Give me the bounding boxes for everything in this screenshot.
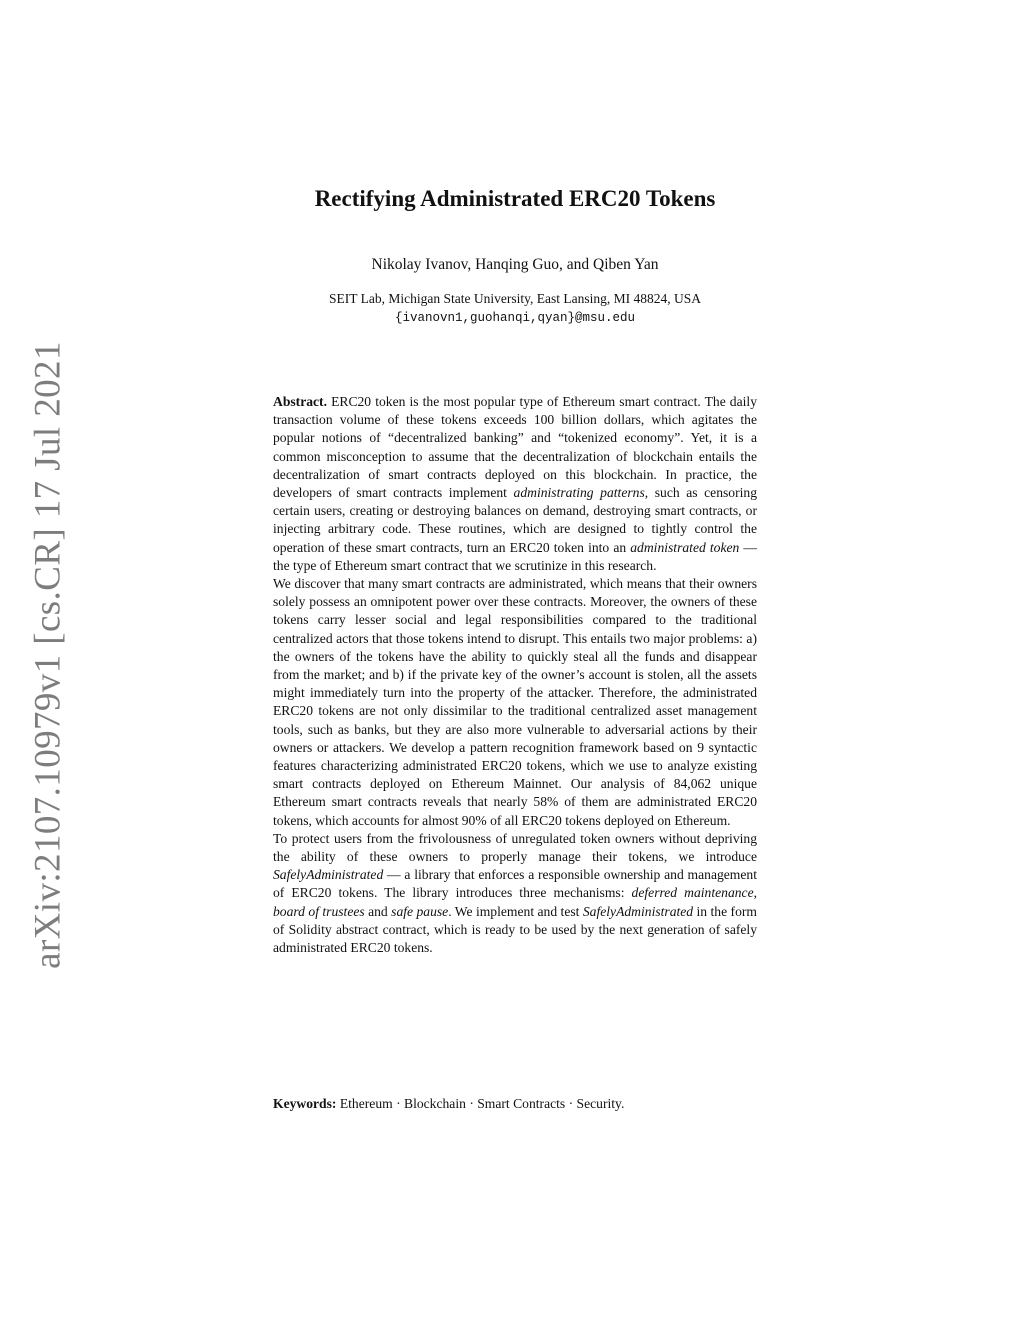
arxiv-identifier: arXiv:2107.10979v1 [cs.CR] 17 Jul 2021 [27, 341, 69, 969]
emphasis: administrated token [630, 539, 740, 555]
abstract-text: , such as censoring certain users, creating or destroying balances on demand, destroying smart contracts, or injecting arbitrary code. These routines, which are designed to tightly control the operation of these smart contracts, turn an ERC20 token into an [273, 485, 757, 555]
abstract-text: , [753, 885, 758, 901]
abstract-text: To protect users from the frivolousness of unregulated token owners without depriving the ability of these owners to properly manage their tokens, we introduce [273, 830, 757, 865]
emphasis: SafelyAdministrated [582, 903, 694, 919]
abstract-text: ERC20 token is the most popular type of Ethereum smart contract. The daily transaction volume of these tokens exceeds 100 billion dollars, which agitates the popular notions of “decentralized banking” and “tokenized economy”. Yet, it is a common misconception to assume that the decentralization of blockchain entails the decentralization of smart contracts deployed on this blockchain. In practice, the developers of smart contracts implement [273, 394, 757, 501]
emphasis: SafelyAdministrated [273, 867, 384, 883]
abstract-label: Abstract. [273, 394, 327, 409]
abstract [273, 393, 757, 957]
abstract-text: — a library that enforces a responsible ownership and management of ERC20 tokens. The library introduces three mechanisms: [273, 867, 757, 901]
keywords-label: Keywords: [273, 1096, 337, 1111]
affiliation: SEIT Lab, Michigan State University, East Lansing, MI 48824, USA [329, 291, 701, 306]
abstract-text: and [364, 903, 392, 919]
emphasis: safe pause [391, 903, 449, 919]
emphasis: administrating patterns [513, 485, 645, 501]
abstract-paragraph-3 [273, 830, 757, 957]
abstract-text: in the form of Solidity abstract contract, which is ready to be used by the next generation of safely administrated ERC20 tokens. [273, 903, 757, 956]
keywords-text: Ethereum · Blockchain · Smart Contracts · Security. [339, 1096, 625, 1111]
abstract-paragraph-2: We discover that many smart contracts are administrated, which means that their owners solely possess an omnipotent power over these contracts. Moreover, the owners of these tokens carry lesser social and legal responsibilities compared to the traditional centralized actors that those tokens intend to disrupt. This entails two major problems: a) the owners of the tokens have the ability to quickly steal all the funds and disappear from the market; and b) if the private key of the owner’s account is stolen, all the assets might immediately turn into the property of the attacker. Therefore, the administrated ERC20 tokens are not only dissimilar to the traditional centralized asset management tools, such as banks, but they are also more vulnerable to adversarial actions by their owners or attackers. We develop a pattern recognition framework based on 9 syntactic features characterizing administrated ERC20 tokens, which we use to analyze existing smart contracts deployed on Ethereum Mainnet. Our analysis of 84,062 unique Ethereum smart contracts reveals that nearly 58% of them are administrated ERC20 tokens, which accounts for almost 90% of all ERC20 tokens deployed on Ethereum. [273, 576, 757, 828]
abstract-text: — the type of Ethereum smart contract that we scrutinize in this research. [273, 539, 758, 573]
emphasis: deferred maintenance [631, 885, 754, 901]
emphasis: board of trustees [273, 903, 365, 919]
abstract-paragraph-1 [273, 393, 757, 575]
author-emails: {ivanovn1,guohanqi,qyan}@msu.edu [394, 311, 636, 325]
author-list: Nikolay Ivanov, Hanqing Guo, and Qiben Yan [371, 256, 659, 273]
paper-title: Rectifying Administrated ERC20 Tokens [314, 186, 716, 211]
abstract-text: . We implement and test [448, 903, 583, 919]
keywords [273, 1096, 757, 1112]
